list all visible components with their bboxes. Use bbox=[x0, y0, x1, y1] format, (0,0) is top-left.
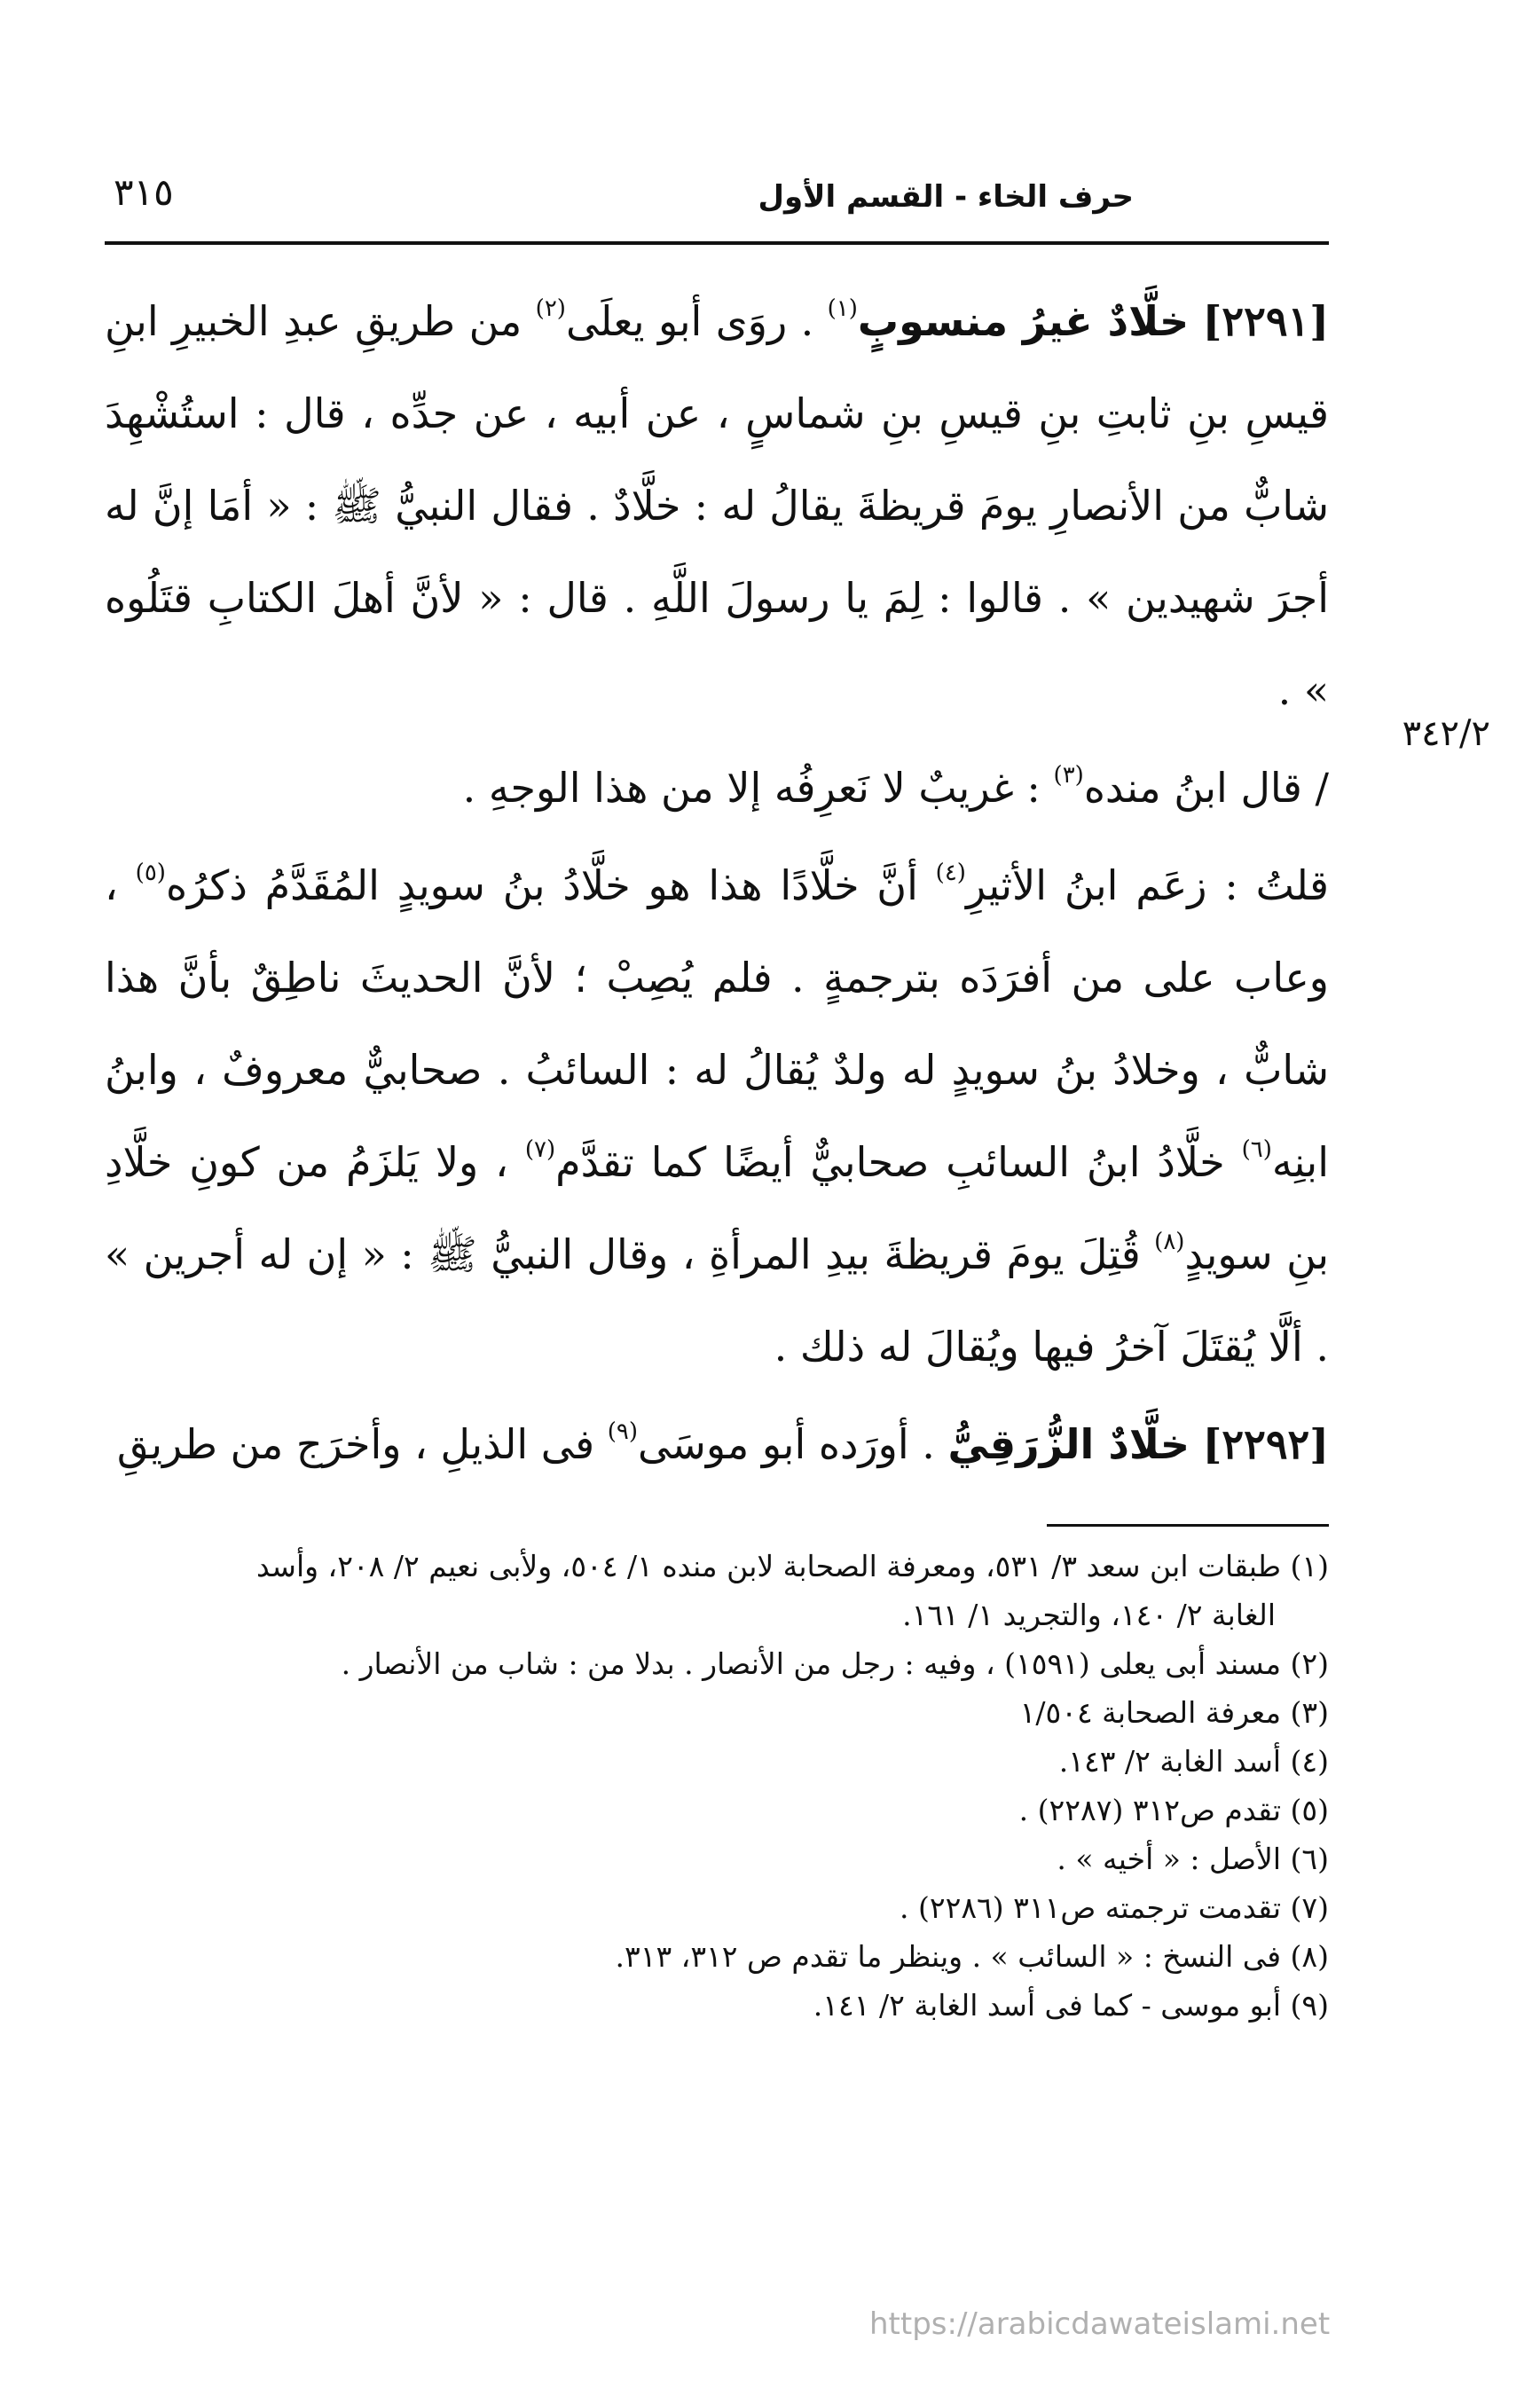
header-rule bbox=[105, 241, 1329, 245]
footnote-marker: (٦) bbox=[1241, 1135, 1272, 1163]
margin-reference: ٣٤٢/٢ bbox=[1402, 713, 1490, 754]
main-text bbox=[105, 275, 1329, 1490]
footnote-4: (٤) أسد الغابة ٢/ ١٤٣. bbox=[1058, 1744, 1329, 1779]
page-number: ٣١٥ bbox=[114, 170, 174, 214]
comment-text: قلتُ : زعَم ابنُ الأثيرِ bbox=[965, 861, 1330, 909]
footnote-marker: (١) bbox=[827, 295, 858, 322]
entry-text: / قال ابنُ منده bbox=[1083, 764, 1329, 812]
footnote-9: (٩) أبو موسى - كما فى أسد الغابة ٢/ ١٤١. bbox=[813, 1988, 1329, 2023]
running-header bbox=[105, 160, 1329, 222]
comment-text: ، وعاب على من أفرَدَه بترجمةٍ . فلم يُصِبْ ؛ لأنَّ الحديثَ ناطِقٌ بأنَّ هذا شابٌّ ، وخلادُ بنُ سويدٍ له ولدٌ يُقالُ له : السائبُ . صحابيٌّ معروفٌ ، وابنُ ابنِه bbox=[105, 861, 1330, 1186]
entry-text: . روَى أبو يعلَى bbox=[565, 297, 828, 345]
footnote-marker: (٢) bbox=[535, 295, 566, 322]
footnote-marker: (٤) bbox=[935, 859, 966, 886]
header-title: حرف الخاء - القسم الأول bbox=[758, 179, 1134, 215]
entry-number: [٢٢٩٢] bbox=[1202, 1420, 1329, 1468]
footnote-2: (٢) مسند أبى يعلى (١٥٩١) ، وفيه : رجل من الأنصار . بدلا من : شاب من الأنصار . bbox=[341, 1646, 1329, 1681]
ibn-mandah-note bbox=[105, 742, 1329, 834]
footnote-marker: (٩) bbox=[607, 1418, 638, 1445]
comment-text: خلَّادُ ابنُ السائبِ صحابيٌّ أيضًا كما تقدَّم bbox=[555, 1138, 1242, 1186]
footnote-marker: (٣) bbox=[1053, 761, 1084, 789]
entry-text: : غريبٌ لا نَعرِفُه إلا من هذا الوجهِ . bbox=[462, 764, 1054, 812]
entry-name: خلَّادٌ الزُّرَقِيُّ bbox=[947, 1420, 1190, 1468]
entry-text: . أورَده أبو موسَى bbox=[637, 1420, 948, 1468]
footnote-1-continued: الغابة ٢/ ١٤٠، والتجريد ١/ ١٦١. bbox=[902, 1598, 1276, 1632]
entry-name: خلَّادٌ غيرُ منسوبٍ bbox=[857, 297, 1190, 345]
footnote-5: (٥) تقدم ص٣١٢ (٢٢٨٧) . bbox=[1018, 1793, 1329, 1827]
author-comment bbox=[105, 839, 1329, 1393]
footnote-marker: (٨) bbox=[1154, 1228, 1185, 1255]
watermark-url: https://arabicdawateislami.net bbox=[869, 2306, 1331, 2342]
comment-text: قُتِلَ يومَ قريظةَ بيدِ المرأةِ ، وقال النبيُّ ﷺ : « إن له أجرين » . ألَّا يُقتَلَ آخرُ فيها ويُقالَ له ذلك . bbox=[105, 1230, 1329, 1371]
entry-text: فى الذيلِ ، وأخرَج من طريقِ bbox=[116, 1420, 608, 1468]
footnote-3: (٣) معرفة الصحابة ١/٥٠٤ bbox=[1019, 1695, 1329, 1730]
footnote-1: (١) طبقات ابن سعد ٣/ ٥٣١، ومعرفة الصحابة لابن منده ١/ ٥٠٤، ولأبى نعيم ٢/ ٢٠٨، وأسد bbox=[255, 1549, 1329, 1583]
footnote-8: (٨) فى النسخ : « السائب » . وينظر ما تقدم ص ٣١٢، ٣١٣. bbox=[615, 1939, 1329, 1974]
comment-text: أنَّ خلَّادًا هذا هو خلَّادُ بنُ سويدٍ المُقَدَّمُ ذكرُه bbox=[165, 861, 936, 909]
footnote-6: (٦) الأصل : « أخيه » . bbox=[1057, 1842, 1329, 1876]
comment-text: ، ولا يَلزَمُ من كونِ خلَّادِ بنِ سويدٍ bbox=[105, 1138, 1329, 1278]
entry-2292 bbox=[105, 1398, 1329, 1490]
entry-number: [٢٢٩١] bbox=[1202, 297, 1329, 345]
footnote-marker: (٧) bbox=[524, 1135, 556, 1163]
entry-2291 bbox=[105, 275, 1329, 736]
footnote-rule bbox=[1047, 1524, 1329, 1527]
footnote-marker: (٥) bbox=[135, 859, 166, 886]
footnotes bbox=[89, 1544, 1329, 2031]
footnote-7: (٧) تقدمت ترجمته ص٣١١ (٢٢٨٦) . bbox=[900, 1890, 1329, 1925]
entry-text: من طريقِ عبدِ الخبيرِ ابنِ قيسِ بنِ ثابتِ بنِ قيسِ بنِ شماسٍ ، عن أبيه ، عن جدِّه ، قال : استُشْهِدَ شابٌّ من الأنصارِ يومَ قريظةَ يقالُ له : خلَّادٌ . فقال النبيُّ ﷺ : « أمَا إنَّ له أجرَ شهيدين » . قالوا : لِمَ يا رسولَ اللَّهِ . قال : « لأنَّ أهلَ الكتابِ قتَلُوه » . bbox=[105, 297, 1329, 714]
